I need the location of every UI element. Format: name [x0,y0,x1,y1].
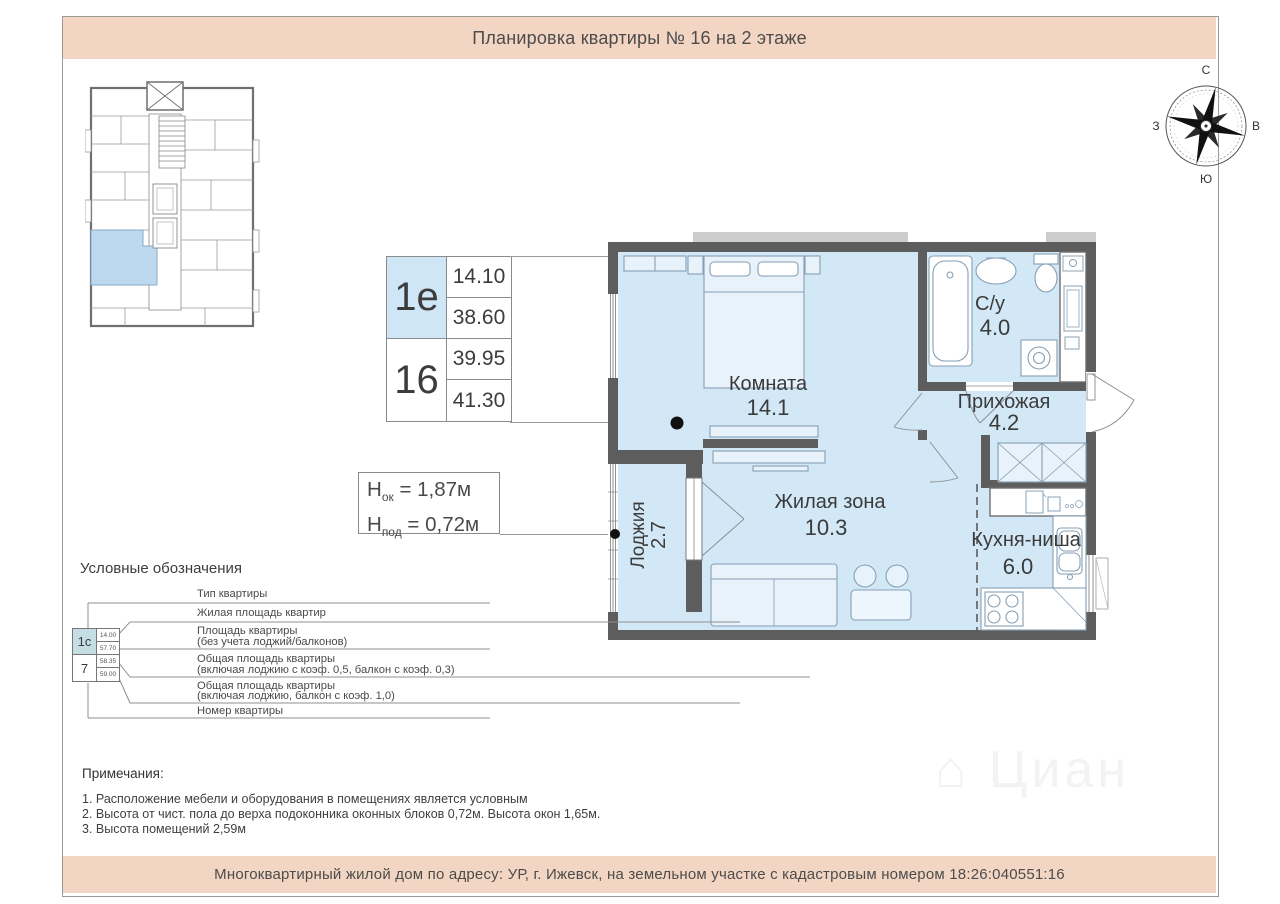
page-title: Планировка квартиры № 16 на 2 этаже [472,27,807,48]
legend-label-type: Тип квартиры [197,588,268,600]
building-overview [85,80,265,335]
compass-rose [1150,60,1262,186]
apartment-number: 16 [387,339,447,421]
room-area-zhilaya: 10.3 [804,515,848,540]
legend-label-number: Номер квартиры [197,705,284,717]
legend-sample-table [72,628,120,682]
legend-sample-v4: 59.00 [99,671,117,678]
vent-strip [1046,232,1096,242]
watermark: ⌂ Циан [935,741,1131,799]
room-name-su: С/у [975,293,1005,315]
vent-strip [693,232,908,242]
legend-label-living: Жилая площадь квартир [197,607,326,619]
legend-label-area-sub: (без учета лоджий/балконов) [197,636,348,648]
total-area-k10-value: 41.30 [452,388,506,412]
sill-height-line: $Н_{под} = 0,72м$ [367,513,480,540]
note-2: 2. Высота от чист. пола до верха подоконника оконных блоков 0,72м. Высота окон 1,65м. [82,807,601,821]
total-area-k05-value: 39.95 [447,339,511,380]
legend-connector-lines [70,586,830,726]
legend-sample-v3: 58.35 [97,655,119,668]
compass-north-label: С [1201,63,1211,77]
entrance-door [1086,372,1134,432]
legend-sample-v2: 57.70 [97,642,119,655]
room-area-prihozhaya: 4.2 [988,410,1020,435]
room-name-prihozhaya: Прихожая [957,391,1051,413]
legend-label-total10: Общая площадь квартиры [197,680,336,692]
room-name-zhilaya: Жилая зона [774,491,886,513]
room-marker-dot [671,417,684,430]
legend-label-area: Площадь квартиры [197,625,298,637]
compass-south-label: Ю [1199,172,1213,186]
apartment-floor [608,242,1096,640]
compass-star [1158,78,1255,175]
loggia-marker-dot [610,529,620,539]
note-1: 1. Расположение мебели и оборудования в помещениях является условным [82,792,528,806]
note-3: 3. Высота помещений 2,59м [82,822,246,836]
room-area-loggia: 2.7 [648,521,670,549]
room-area-komnata: 14.1 [746,395,790,420]
legend-label-total05: Общая площадь квартиры [197,653,336,665]
legend-sample-v1: 14.00 [97,629,119,642]
footer-address: Многоквартирный жилой дом по адресу: УР, г. Ижевск, на земельном участке с кадастровым номером 18:26:040551:16 [214,866,1065,883]
heights-box [358,472,500,540]
kitchen-niche-box [990,488,1086,516]
window-height-line: $Н_{ок} = 1,87м$ [367,478,472,505]
footer-bar [63,856,1216,893]
apartment-info-table [386,256,512,422]
legend-sample-number: 7 [73,655,97,681]
legend-label-total10-sub: (включая лоджию, балкон с коэф. 1,0) [197,690,395,702]
header-bar [63,17,1216,59]
area-no-balcony-value: 38.60 [447,298,511,339]
room-area-su: 4.0 [979,315,1011,340]
legend-label-total05-sub: (включая лоджию с коэф. 0,5, балкон с коэф. 0,3) [197,664,455,676]
compass-west-label: З [1152,119,1160,133]
legend-sample-type: 1с [73,629,97,655]
notes-title: Примечания: [82,766,164,781]
legend-title: Условные обозначения [80,560,243,577]
stairs [159,116,185,168]
utility-shaft [1060,252,1086,382]
compass-east-label: В [1251,119,1261,133]
apartment-type: 1е [387,257,447,339]
room-name-loggia: Лоджия [628,501,649,569]
room-name-komnata: Комната [728,373,808,395]
room-area-kuhnya: 6.0 [1002,554,1034,579]
room-name-kuhnya: Кухня-ниша [971,529,1081,551]
living-area-value: 14.10 [447,257,511,298]
